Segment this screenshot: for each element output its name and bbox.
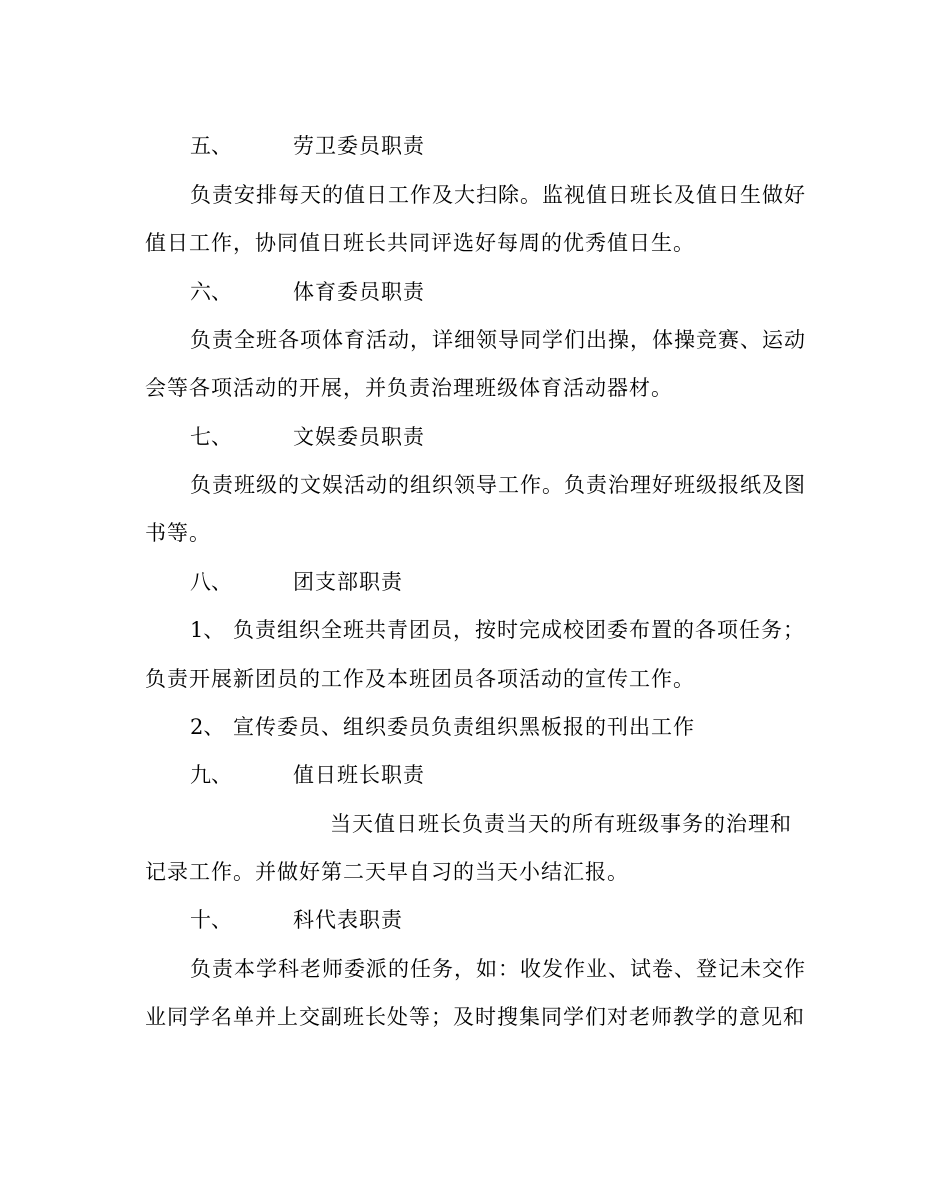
section8-item1-line-2: 负责开展新团员的工作及本班团员各项活动的宣传工作。 (145, 667, 695, 691)
section9-line-1: 当天值日班长负责当天的所有班级事务的治理和 (330, 812, 792, 836)
section9-title: 值日班长职责 (293, 763, 425, 787)
section8-item2-line-1: 宣传委员、组织委员负责组织黑板报的刊出工作 (233, 715, 695, 739)
section8-number: 八、 (190, 570, 232, 594)
section7-line-2: 书等。 (145, 521, 211, 545)
section8-item2-number: 2、 (190, 715, 225, 739)
section8-item1-number: 1、 (190, 618, 225, 642)
section9-line-2: 记录工作。并做好第二天早自习的当天小结汇报。 (145, 860, 629, 884)
section6-title: 体育委员职责 (293, 280, 425, 304)
section10-line-1: 负责本学科老师委派的任务，如：收发作业、试卷、登记未交作 (190, 957, 806, 981)
section10-number: 十、 (190, 908, 232, 932)
section8-title: 团支部职责 (293, 570, 403, 594)
section6-number: 六、 (190, 280, 232, 304)
section7-title: 文娱委员职责 (293, 425, 425, 449)
section5-number: 五、 (190, 134, 232, 158)
section6-line-2: 会等各项活动的开展，并负责治理班级体育活动器材。 (145, 376, 673, 400)
section7-line-1: 负责班级的文娱活动的组织领导工作。负责治理好班级报纸及图 (190, 473, 806, 497)
section7-number: 七、 (190, 425, 232, 449)
section6-line-1: 负责全班各项体育活动，详细领导同学们出操，体操竞赛、运动 (190, 328, 806, 352)
section8-item1-line-1: 负责组织全班共青团员，按时完成校团委布置的各项任务； (233, 618, 805, 642)
section5-line-2: 值日工作，协同值日班长共同评选好每周的优秀值日生。 (145, 231, 695, 255)
section10-title: 科代表职责 (293, 908, 403, 932)
section5-line-1: 负责安排每天的值日工作及大扫除。监视值日班长及值日生做好 (190, 183, 806, 207)
section5-title: 劳卫委员职责 (293, 134, 425, 158)
section9-number: 九、 (190, 763, 232, 787)
section10-line-2: 业同学名单并上交副班长处等；及时搜集同学们对老师教学的意见和 (145, 1005, 805, 1029)
